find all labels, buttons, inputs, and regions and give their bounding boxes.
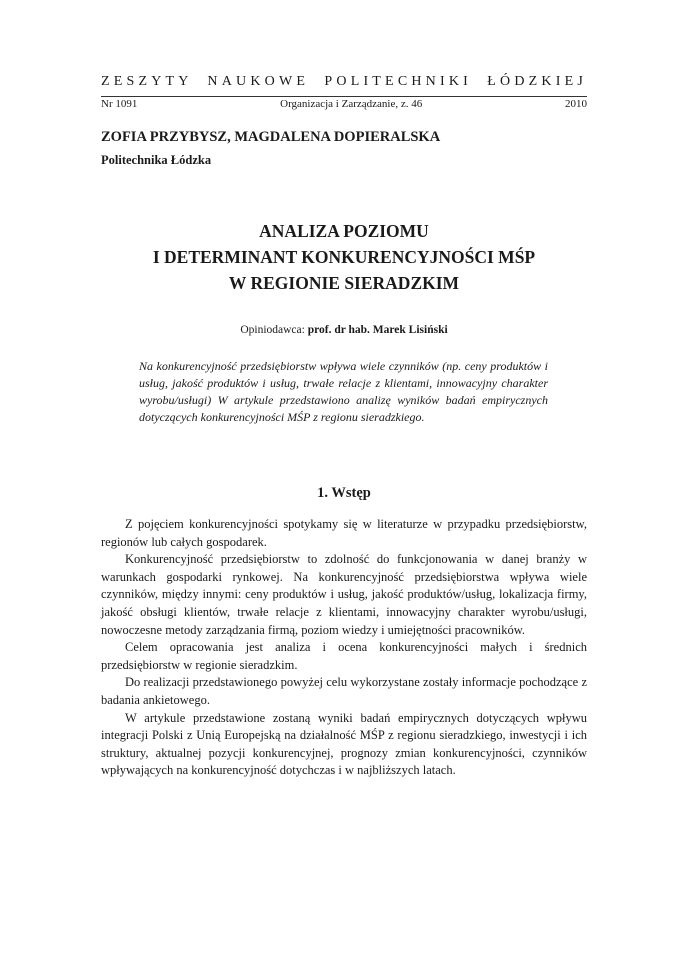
title-line: W REGIONIE SIERADZKIM [228, 273, 460, 293]
section-heading: 1. Wstęp [317, 485, 371, 501]
header-divider [101, 96, 587, 97]
paragraph: Do realizacji przedstawionego powyżej celu wykorzystane zostały informacje pochodzące z badania ankietowego. [101, 675, 587, 707]
abstract: Na konkurencyjność przedsiębiorstw wpływa wiele czynników (np. ceny produktów i usług, jakość produktów i usług, trwałe relacje z klientami, innowacyjny charakter wyrobu/usługi) W artykule przedstawiono analizę wyników badań empirycznych dotyczących konkurencyjności MŚP z regionu sieradzkiego. [139, 359, 548, 424]
reviewer [101, 323, 587, 337]
paper-title [101, 218, 587, 296]
journal-issue-line [101, 98, 587, 111]
authors: ZOFIA PRZYBYSZ, MAGDALENA DOPIERALSKA [101, 129, 441, 145]
paragraph: Z pojęciem konkurencyjności spotykamy się w literaturze w przypadku przedsiębiorstw, regionów lub całych gospodarek. [101, 517, 587, 549]
paragraph: W artykule przedstawione zostaną wyniki badań empirycznych dotyczących wpływu integracji Polski z Unią Europejską na działalność MŚP z regionu sieradzkiego, inwestycji i ich struktury, aktualnej pozycji konkurencyjnej, prognozy zmian konkurencyjności, czynników wpływających na konkurencyjność dotychczas i w najbliższych latach. [101, 710, 587, 778]
paragraph: Konkurencyjność przedsiębiorstw to zdolność do funkcjonowania w danej branży w warunkach gospodarki rynkowej. Na konkurencyjność przedsiębiorstwa wpływa wiele czynników, między innymi: ceny produktów i usług, jakość produktów/usług, lokalizacja firmy, jakość obsługi klientów, trwałe relacje z klientami, innowacyjny charakter wyrobu/usługi, nowoczesne metody zarządzania firmą, poziom wiedzy i umiejętności pracowników. [101, 552, 587, 637]
affiliation: Politechnika Łódzka [101, 153, 212, 167]
issue-number: Nr 1091 [101, 98, 138, 110]
publication-year: 2010 [565, 98, 587, 110]
title-line: ANALIZA POZIOMU [259, 221, 429, 241]
journal-series: Organizacja i Zarządzanie, z. 46 [280, 98, 423, 110]
body-text [101, 516, 587, 780]
paragraph: Celem opracowania jest analiza i ocena konkurencyjności małych i średnich przedsiębiorstw w regionie sieradzkim. [101, 640, 587, 672]
title-line: I DETERMINANT KONKURENCYJNOŚCI MŚP [152, 247, 536, 267]
reviewer-name: prof. dr hab. Marek Lisiński [307, 324, 448, 336]
reviewer-label: Opiniodawca: [240, 324, 308, 336]
journal-title: ZESZYTY NAUKOWE POLITECHNIKI ŁÓDZKIEJ [101, 74, 587, 89]
